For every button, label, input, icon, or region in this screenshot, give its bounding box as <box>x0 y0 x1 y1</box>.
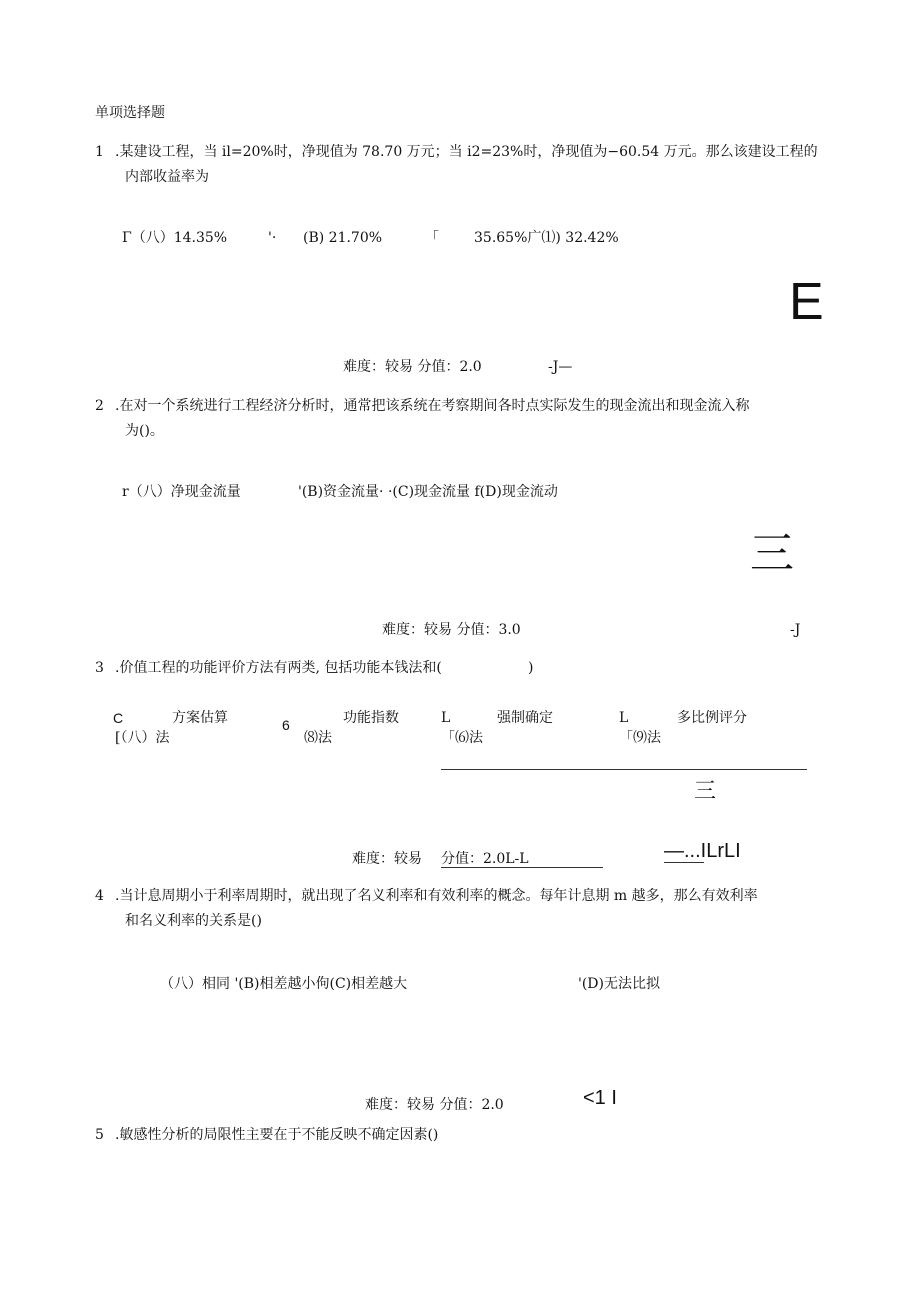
option-c-label: 强制确定 <box>497 710 553 726</box>
question-number: 5 <box>95 1127 104 1143</box>
option-b-top: 6 <box>282 717 290 733</box>
section-title: 单项选择题 <box>95 105 165 121</box>
options-rest: '(B)资金流量· ·(C)现金流量 f(D)现金流动 <box>298 484 558 500</box>
option-a: Γ（八）14.35% <box>122 230 228 246</box>
option-b: (B) 21.70% <box>303 230 383 246</box>
option-d-label: 多比例评分 <box>677 710 747 726</box>
option-a-top: C <box>113 710 124 726</box>
options-row: （八）相同 '(B)相差越小佝(C)相差越大 <box>160 976 408 992</box>
option-c-bottom: 「⑹法 <box>441 730 483 746</box>
option-d-bottom: 「⑼法 <box>619 730 661 746</box>
question-text: .价值工程的功能评价方法有两类, 包括功能本钱法和( <box>115 660 442 676</box>
divider-line <box>441 769 807 770</box>
question-number: 4 <box>95 888 104 904</box>
question-number: 2 <box>95 398 104 414</box>
option-c-top: L <box>441 710 451 726</box>
option-cd: 35.65%广⑴) 32.42% <box>474 230 619 246</box>
question-number: 3 <box>95 660 104 676</box>
question-text: .某建设工程，当 il=20%时，净现值为 78.70 万元；当 i2=23%时，净现值为−60.54 万元。那么该建设工程的 <box>115 144 818 160</box>
question-meta: 难度：较易 分值：2.0 <box>343 359 482 375</box>
question-meta: 难度：较易 分值：3.0 <box>382 622 521 638</box>
option-b-bottom: ⑻法 <box>304 730 332 746</box>
big-mark: 三 <box>750 528 796 579</box>
meta-tail: <1 I <box>583 1087 617 1109</box>
question-text-end: ) <box>528 660 534 676</box>
question-text: 为()。 <box>125 423 164 439</box>
question-meta: 难度：较易 分值：2.0 <box>365 1097 504 1113</box>
meta-tail: —...ILrLI <box>664 840 741 862</box>
option-tick: '· <box>268 230 277 246</box>
question-text: .在对一个系统进行工程经济分析时，通常把该系统在考察期间各时点实际发生的现金流出和现金流入称 <box>115 398 750 414</box>
meta-tail: -J <box>790 622 801 638</box>
big-mark: E <box>789 273 824 331</box>
tail-underline <box>664 862 704 863</box>
question-text: 和名义利率的关系是() <box>125 913 262 929</box>
question-text: 内部收益率为 <box>125 169 209 185</box>
option-a-bottom: [（八）法 <box>115 730 170 746</box>
option-mark: 「 <box>425 230 439 246</box>
question-meta: 难度：较易 <box>352 851 422 867</box>
question-text: .敏感性分析的局限性主要在于不能反映不确定因素() <box>115 1127 439 1143</box>
option-a-label: 方案估算 <box>172 710 228 726</box>
question-number: 1 <box>95 144 104 160</box>
meta-tail: -J— <box>548 359 573 375</box>
question-text: .当计息周期小于利率周期时，就出现了名义利率和有效利率的概念。每年计息期 m 越多，那么有效利率 <box>115 888 758 904</box>
option-b-label: 功能指数 <box>343 710 399 726</box>
mid-mark: 三 <box>694 779 717 804</box>
score-underline <box>441 867 603 868</box>
option-a: r（八）净现金流量 <box>122 484 241 500</box>
option-d-top: L <box>619 710 629 726</box>
option-d: '(D)无法比拟 <box>578 976 660 992</box>
meta-score: 分值：2.0L-L <box>441 851 529 867</box>
